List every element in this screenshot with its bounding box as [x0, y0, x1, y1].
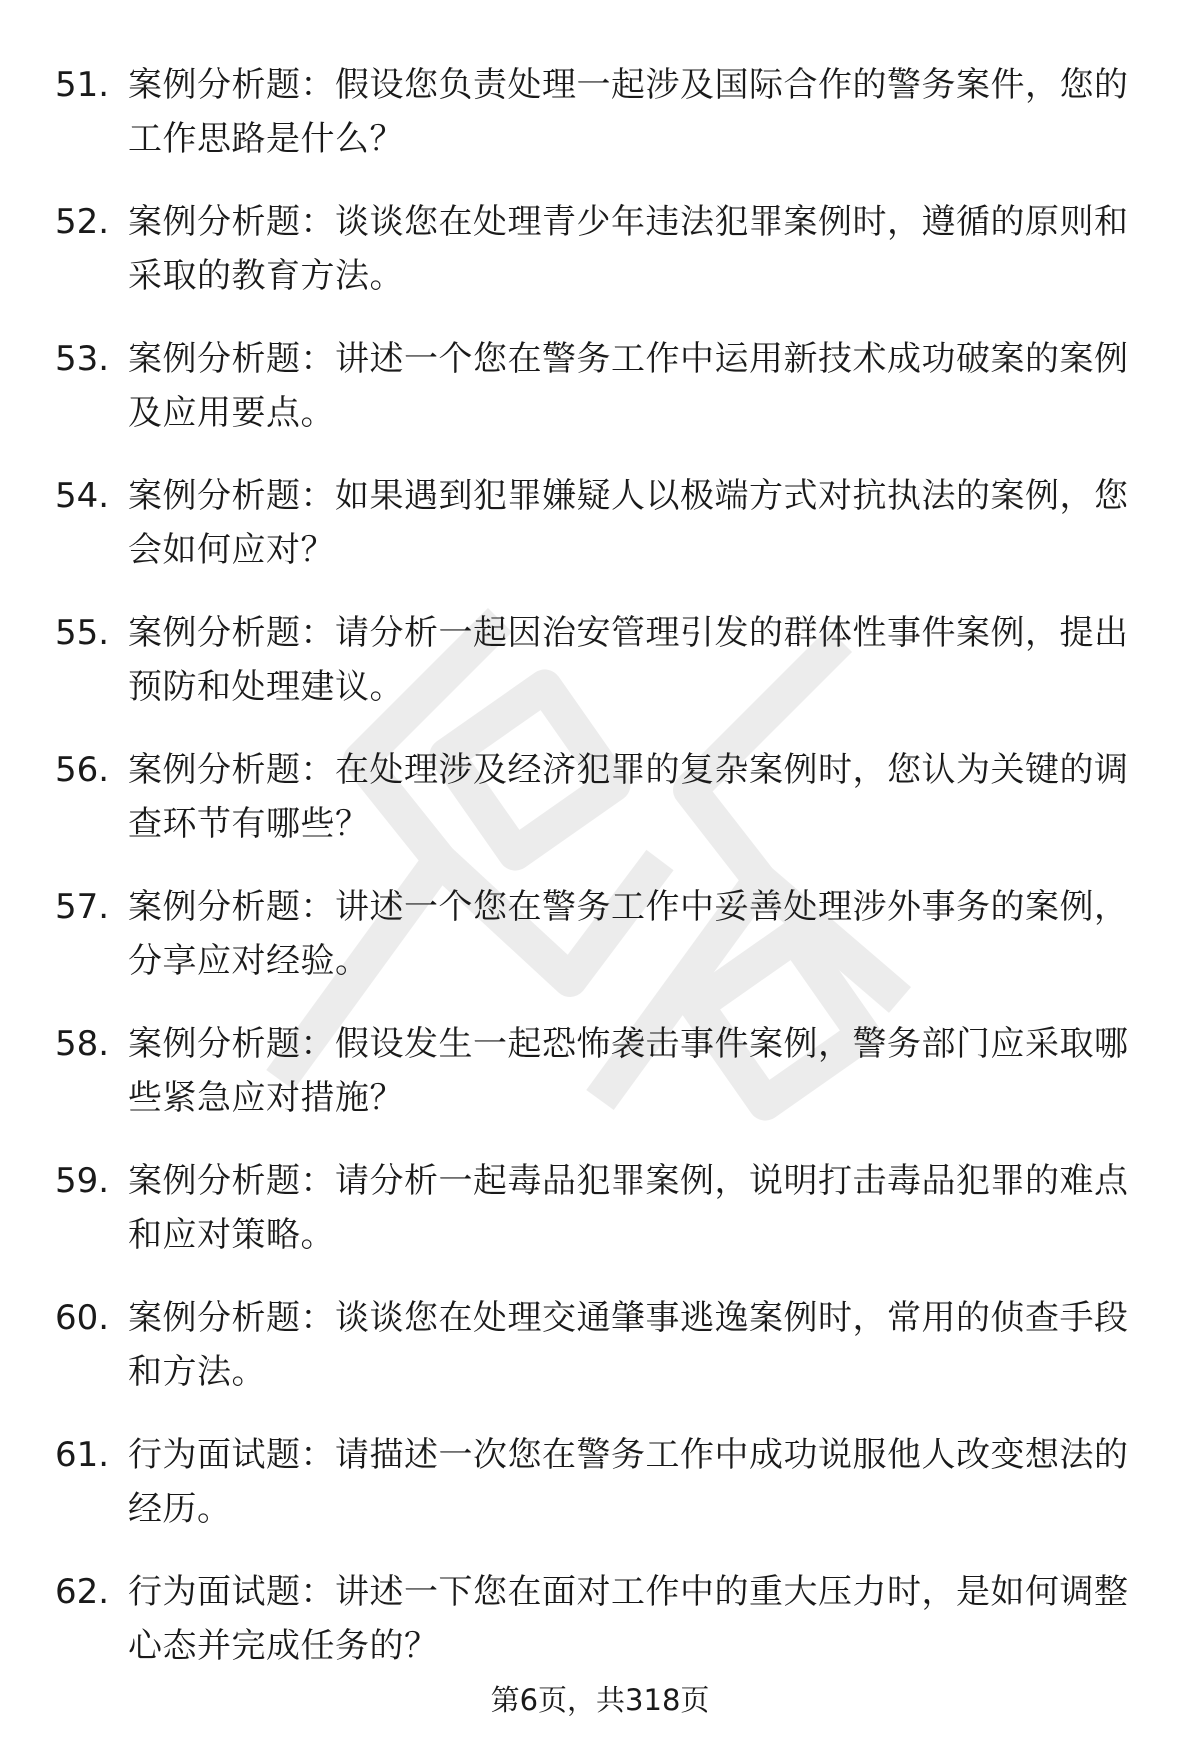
question-text: 案例分析题：谈谈您在处理交通肇事逃逸案例时，常用的侦查手段和方法。 — [128, 1298, 1129, 1392]
question-list — [55, 58, 1135, 1702]
question-number: 51. — [55, 65, 110, 105]
question-text: 案例分析题：请分析一起因治安管理引发的群体性事件案例，提出预防和处理建议。 — [128, 613, 1129, 707]
question-number: 62. — [55, 1572, 110, 1612]
page-indicator: 第6页，共318页 — [490, 1683, 710, 1717]
question-number: 57. — [55, 887, 110, 927]
question-number: 59. — [55, 1161, 110, 1201]
question-text: 行为面试题：请描述一次您在警务工作中成功说服他人改变想法的经历。 — [128, 1435, 1129, 1529]
list-item — [55, 332, 1135, 440]
question-number: 61. — [55, 1435, 110, 1475]
question-number: 58. — [55, 1024, 110, 1064]
list-item — [55, 606, 1135, 714]
question-text: 案例分析题：假设发生一起恐怖袭击事件案例，警务部门应采取哪些紧急应对措施？ — [128, 1024, 1129, 1118]
question-number: 52. — [55, 202, 110, 242]
question-number: 53. — [55, 339, 110, 379]
list-item — [55, 880, 1135, 988]
question-number: 54. — [55, 476, 110, 516]
question-text: 案例分析题：假设您负责处理一起涉及国际合作的警务案件，您的工作思路是什么？ — [128, 65, 1129, 159]
list-item — [55, 58, 1135, 166]
list-item — [55, 1428, 1135, 1536]
list-item — [55, 1565, 1135, 1673]
list-item — [55, 743, 1135, 851]
question-text: 案例分析题：如果遇到犯罪嫌疑人以极端方式对抗执法的案例，您会如何应对？ — [128, 476, 1129, 570]
question-text: 案例分析题：在处理涉及经济犯罪的复杂案例时，您认为关键的调查环节有哪些？ — [128, 750, 1129, 844]
list-item — [55, 1017, 1135, 1125]
list-item — [55, 1154, 1135, 1262]
question-number: 56. — [55, 750, 110, 790]
question-text: 案例分析题：讲述一个您在警务工作中运用新技术成功破案的案例及应用要点。 — [128, 339, 1129, 433]
question-text: 案例分析题：讲述一个您在警务工作中妥善处理涉外事务的案例，分享应对经验。 — [128, 887, 1129, 981]
list-item — [55, 195, 1135, 303]
question-text: 案例分析题：请分析一起毒品犯罪案例，说明打击毒品犯罪的难点和应对策略。 — [128, 1161, 1129, 1255]
question-number: 60. — [55, 1298, 110, 1338]
list-item — [55, 1291, 1135, 1399]
question-text: 行为面试题：讲述一下您在面对工作中的重大压力时，是如何调整心态并完成任务的？ — [128, 1572, 1129, 1666]
list-item — [55, 469, 1135, 577]
question-number: 55. — [55, 613, 110, 653]
question-text: 案例分析题：谈谈您在处理青少年违法犯罪案例时，遵循的原则和采取的教育方法。 — [128, 202, 1129, 296]
